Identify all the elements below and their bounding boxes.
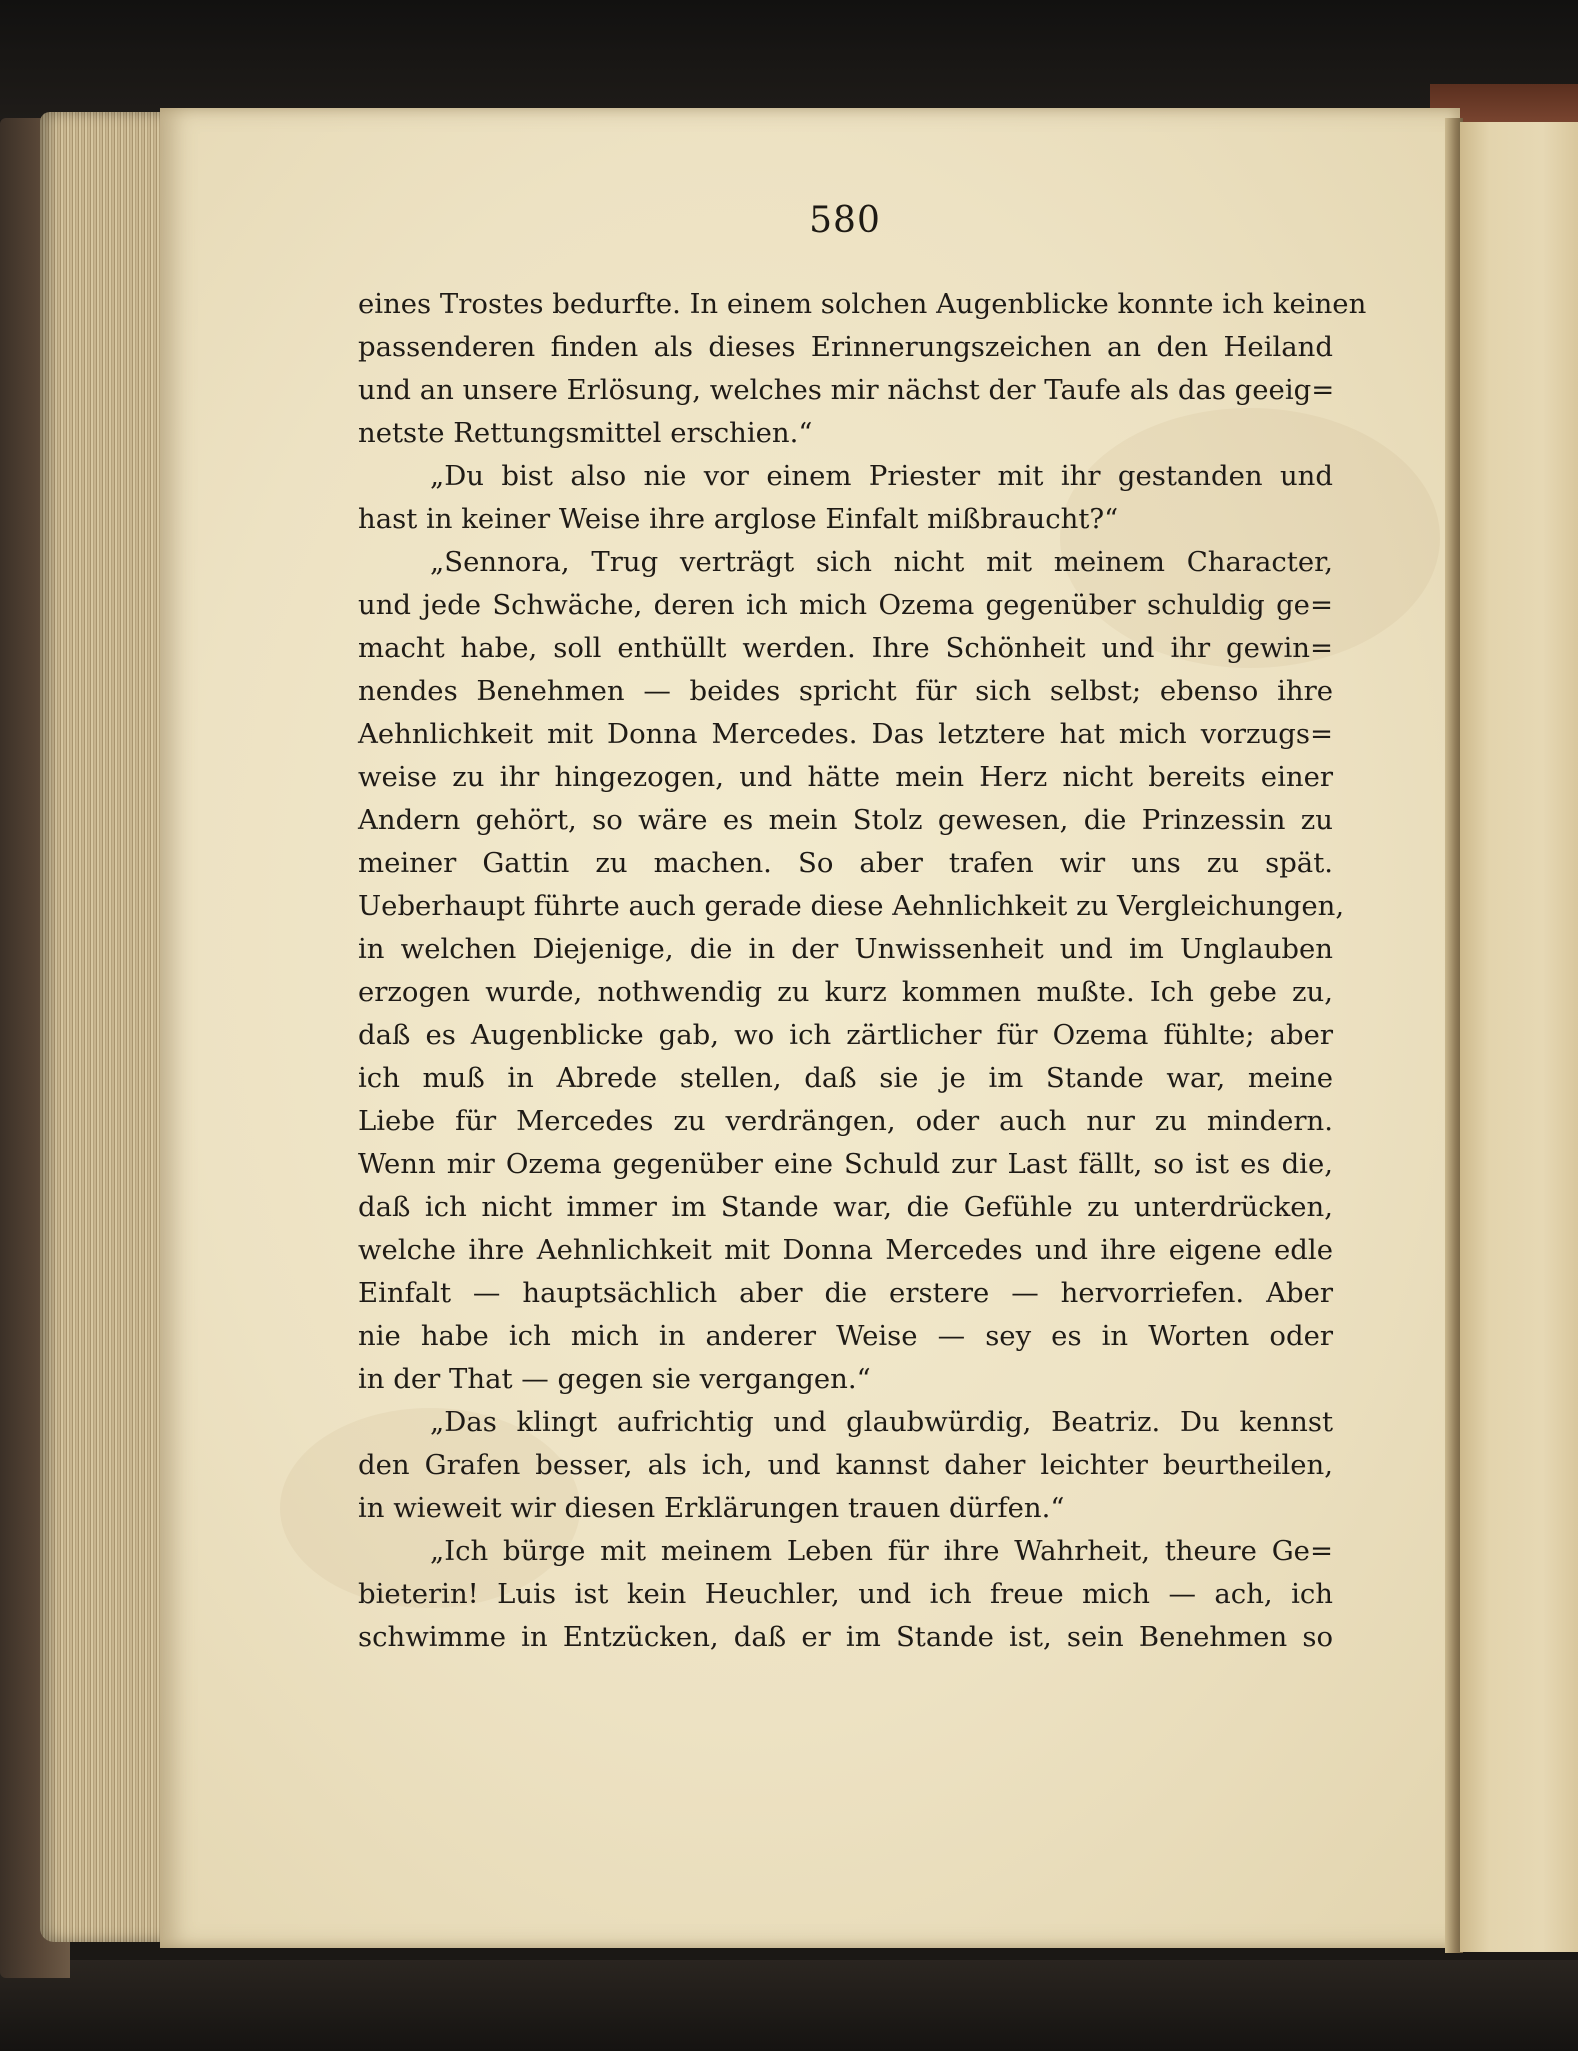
- text-line: passenderen finden als dieses Erinnerungszeichen an den Heiland: [358, 331, 1333, 363]
- text-line: in der That — gegen sie vergangen.“: [358, 1363, 871, 1395]
- text-line: Liebe für Mercedes zu verdrängen, oder auch nur zu mindern.: [358, 1105, 1333, 1137]
- page-edges: [40, 112, 170, 1942]
- text-line: bieterin! Luis ist kein Heuchler, und ich freue mich — ach, ich: [358, 1578, 1333, 1610]
- text-line: in wieweit wir diesen Erklärungen trauen dürfen.“: [358, 1492, 1065, 1524]
- text-line: Andern gehört, so wäre es mein Stolz gewesen, die Prinzessin zu: [358, 804, 1333, 836]
- text-line: eines Trostes bedurfte. In einem solchen Augenblicke konnte ich keinen: [358, 288, 1367, 320]
- facing-page-edge: [1460, 122, 1578, 1952]
- page-number: 580: [809, 200, 881, 241]
- text-line: und an unsere Erlösung, welches mir nächst der Taufe als das geeig=: [358, 374, 1335, 406]
- text-line: Wenn mir Ozema gegenüber eine Schuld zur Last fällt, so ist es die,: [358, 1148, 1333, 1180]
- background-top: [0, 0, 1578, 120]
- text-line: „Sennora, Trug verträgt sich nicht mit meinem Character,: [430, 546, 1333, 578]
- text-line: „Das klingt aufrichtig und glaubwürdig, Beatriz. Du kennst: [430, 1406, 1333, 1438]
- text-line: Einfalt — hauptsächlich aber die erstere — hervorriefen. Aber: [358, 1277, 1333, 1309]
- text-line: „Du bist also nie vor einem Priester mit ihr gestanden und: [430, 460, 1333, 492]
- text-line: „Ich bürge mit meinem Leben für ihre Wahrheit, theure Ge=: [430, 1535, 1333, 1567]
- text-line: und jede Schwäche, deren ich mich Ozema gegenüber schuldig ge=: [358, 589, 1333, 621]
- text-line: ich muß in Abrede stellen, daß sie je im Stande war, meine: [358, 1062, 1333, 1094]
- text-line: nendes Benehmen — beides spricht für sich selbst; ebenso ihre: [358, 675, 1333, 707]
- text-line: weise zu ihr hingezogen, und hätte mein Herz nicht bereits einer: [358, 761, 1333, 793]
- text-line: meiner Gattin zu machen. So aber trafen wir uns zu spät.: [358, 847, 1333, 879]
- text-line: schwimme in Entzücken, daß er im Stande ist, sein Benehmen so: [358, 1621, 1333, 1653]
- text-line: den Grafen besser, als ich, und kannst daher leichter beurtheilen,: [358, 1449, 1333, 1481]
- text-line: Ueberhaupt führte auch gerade diese Aehnlichkeit zu Vergleichungen,: [358, 890, 1345, 922]
- text-line: macht habe, soll enthüllt werden. Ihre Schönheit und ihr gewin=: [358, 632, 1333, 664]
- text-line: hast in keiner Weise ihre arglose Einfalt mißbraucht?“: [358, 503, 1119, 535]
- text-line: welche ihre Aehnlichkeit mit Donna Mercedes und ihre eigene edle: [358, 1234, 1333, 1266]
- text-line: in welchen Diejenige, die in der Unwissenheit und im Unglauben: [358, 933, 1333, 965]
- text-line: Aehnlichkeit mit Donna Mercedes. Das letztere hat mich vorzugs=: [358, 718, 1333, 750]
- text-line: nie habe ich mich in anderer Weise — sey es in Worten oder: [358, 1320, 1333, 1352]
- text-line: daß es Augenblicke gab, wo ich zärtlicher für Ozema fühlte; aber: [358, 1019, 1333, 1051]
- background-bottom: [0, 1960, 1578, 2051]
- text-line: erzogen wurde, nothwendig zu kurz kommen mußte. Ich gebe zu,: [358, 976, 1333, 1008]
- text-line: netste Rettungsmittel erschien.“: [358, 417, 813, 449]
- text-line: daß ich nicht immer im Stande war, die Gefühle zu unterdrücken,: [358, 1191, 1333, 1223]
- body-text: [358, 283, 1367, 1659]
